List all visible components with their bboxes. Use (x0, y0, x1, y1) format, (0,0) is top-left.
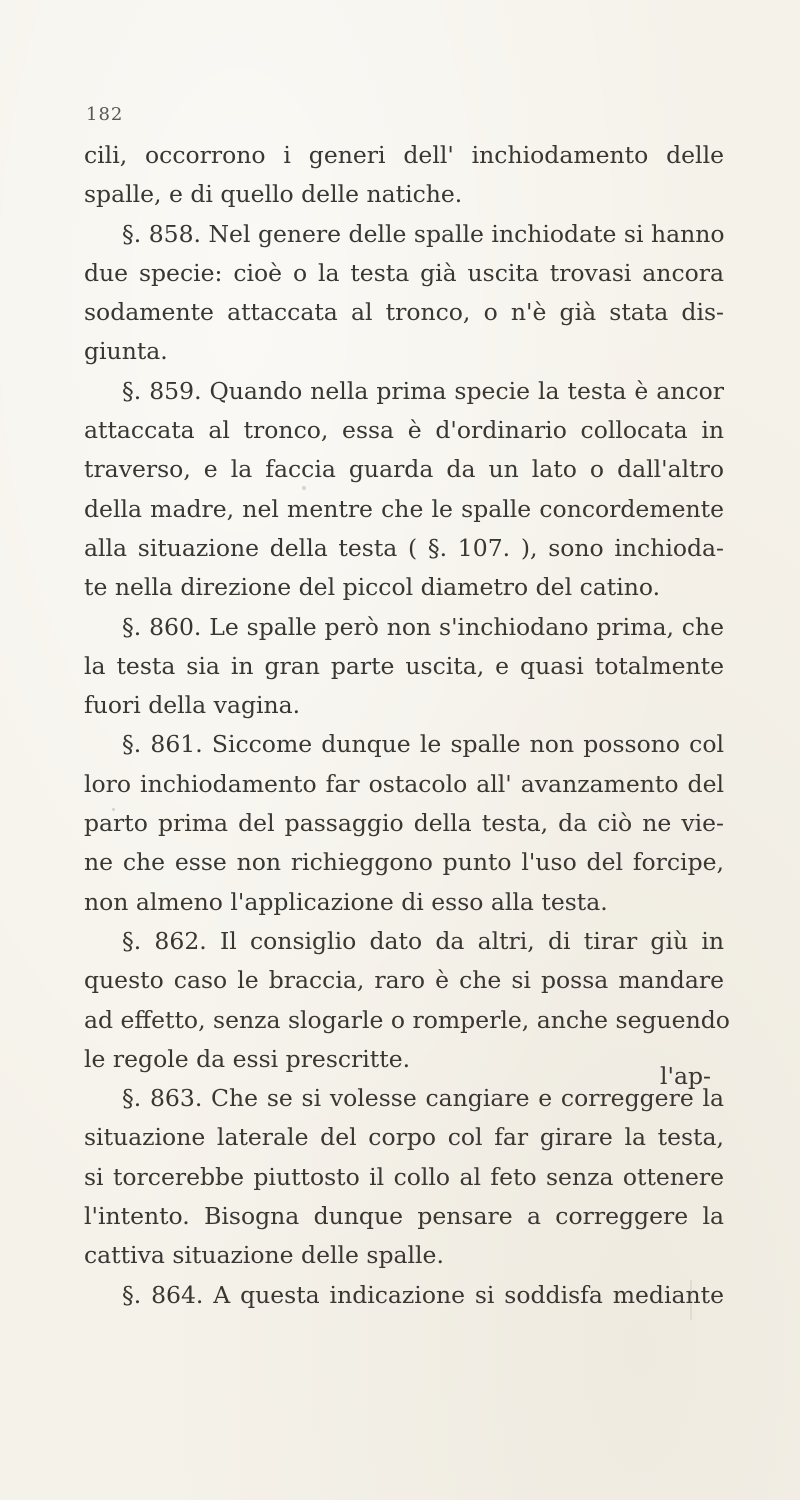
text-line: la testa sia in gran parte uscita, e quasi totalmente (84, 651, 724, 680)
text-line: ne che esse non richieggono punto l'uso del forcipe, (84, 848, 724, 877)
paper-speck (302, 486, 306, 490)
text-line: sodamente attaccata al tronco, o n'è già stata dis- (84, 298, 724, 327)
text-line: alla situazione della testa ( §. 107. ), sono inchioda- (84, 533, 724, 562)
text-line: cili, occorrono i generi dell' inchiodamento delle (84, 141, 724, 169)
text-line: della madre, nel mentre che le spalle concordemente (84, 494, 724, 523)
text-line: traverso, e la faccia guarda da un lato o dall'altro (84, 455, 724, 484)
body-text (84, 136, 730, 1315)
text-line: situazione laterale del corpo col far girare la testa, (84, 1123, 724, 1152)
text-line: cattiva situazione delle spalle. (84, 1241, 444, 1270)
text-line: due specie: cioè o la testa già uscita trovasi ancora (84, 258, 724, 287)
text-line: te nella direzione del piccol diametro del catino. (84, 573, 661, 602)
text-line: fuori della vagina. (84, 691, 301, 720)
paper-speck (690, 1280, 692, 1320)
paper-speck (112, 808, 115, 811)
text-line: spalle, e di quello delle natiche. (84, 180, 463, 209)
text-line: parto prima del passaggio della testa, da ciò ne vie- (84, 809, 724, 838)
text-line: l'intento. Bisogna dunque pensare a correggere la (84, 1202, 724, 1231)
text-line: attaccata al tronco, essa è d'ordinario collocata in (84, 416, 724, 445)
page-number: 182 (86, 104, 124, 125)
text-line: questo caso le braccia, raro è che si possa mandare (84, 966, 724, 995)
text-line: si torcerebbe piuttosto il collo al feto senza ottenere (84, 1162, 724, 1191)
text-line: ad effetto, senza slogarle o romperle, anche seguendo (84, 1005, 730, 1034)
text-line: §. 864. A questa indicazione si soddisfa mediante (122, 1280, 724, 1309)
text-line: §. 860. Le spalle però non s'inchiodano prima, che (122, 612, 724, 641)
text-line: le regole da essi prescritte. (84, 1044, 411, 1073)
text-line: non almeno l'applicazione di esso alla testa. (84, 887, 608, 916)
text-line: §. 861. Siccome dunque le spalle non possono col (122, 730, 724, 759)
text-line: loro inchiodamento far ostacolo all' avanzamento del (84, 769, 724, 798)
text-line: §. 862. Il consiglio dato da altri, di tirar giù in (122, 926, 724, 955)
catchword: l'ap- (660, 1062, 711, 1090)
text-line: giunta. (84, 337, 168, 366)
text-line: §. 859. Quando nella prima specie la testa è ancor (122, 376, 724, 405)
text-line: §. 863. Che se si volesse cangiare e correggere la (122, 1084, 724, 1113)
text-line: §. 858. Nel genere delle spalle inchiodate si hanno (122, 219, 725, 248)
